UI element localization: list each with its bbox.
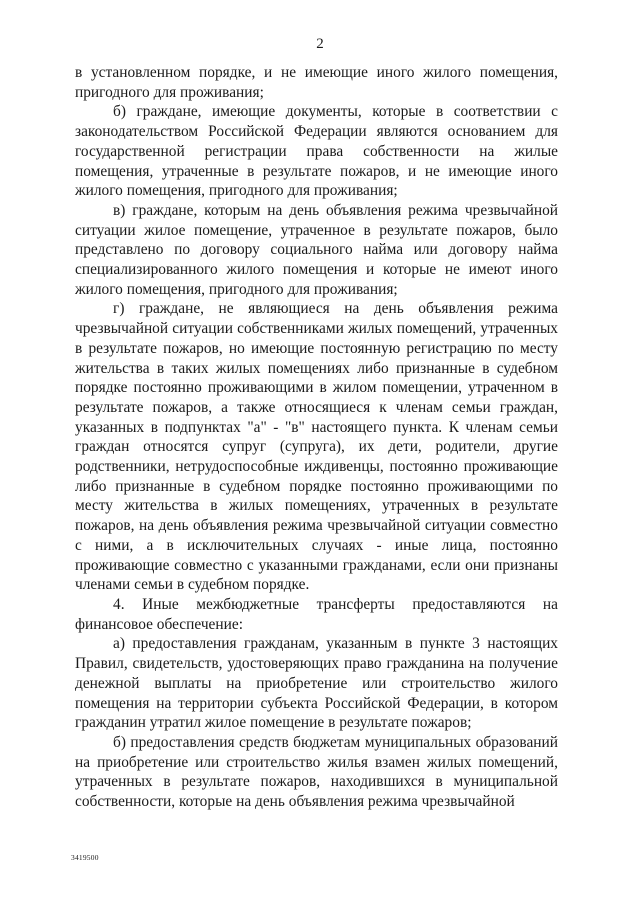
paragraph-item-v: в) граждане, которым на день объявления режима чрезвычайной ситуации жилое помещение, утраченное в результате пожаров, было представлено по договору социального найма или договору найма специализированного жилого помещения и которые не имеют иного жилого помещения, пригодного для проживания;	[75, 201, 558, 298]
paragraph-section-4: 4. Иные межбюджетные трансферты предоставляются на финансовое обеспечение:	[75, 595, 558, 633]
paragraph-continuation: в установленном порядке, и не имеющие иного жилого помещения, пригодного для проживания;	[75, 64, 558, 101]
page-number: 2	[316, 36, 324, 52]
paragraph-item-b-2: б) предоставления средств бюджетам муниципальных образований на приобретение или строительство жилья взамен жилых помещений, утраченных в результате пожаров, находившихся в муниципальной собственности, которые на день объявления режима чрезвычайной	[75, 733, 558, 811]
document-code: 3419500	[71, 853, 99, 862]
paragraph-item-b: б) граждане, имеющие документы, которые в соответствии с законодательством Российской Федерации являются основанием для государственной регистрации права собственности на жилые помещения, утраченные в результате пожаров, и не имеющие иного жилого помещения, пригодного для проживания;	[75, 103, 558, 200]
document-body	[75, 63, 558, 812]
paragraph-item-a: а) предоставления гражданам, указанным в пункте 3 настоящих Правил, свидетельств, удостоверяющих право гражданина на получение денежной выплаты на приобретение или строительство жилого помещения на территории субъекта Российской Федерации, в котором гражданин утратил жилое помещение в результате пожаров;	[75, 635, 558, 732]
paragraph-item-g: г) граждане, не являющиеся на день объявления режима чрезвычайной ситуации собственниками жилых помещений, утраченных в результате пожаров, но имеющие постоянную регистрацию по месту жительства в таких жилых помещениях либо признанные в судебном порядке постоянно проживающими в жилом помещении, утраченном в результате пожаров, а также относящиеся к членам семьи граждан, указанных в подпунктах "а" - "в" настоящего пункта. К членам семьи граждан относятся супруг (супруга), их дети, родители, другие родственники, нетрудоспособные иждивенцы, постоянно проживающие либо признанные в судебном порядке постоянно проживающими по месту жительства в жилых помещениях, утраченных в результате пожаров, на день объявления режима чрезвычайной ситуации совместно с ними, а в исключительных случаях - иные лица, постоянно проживающие совместно с указанными гражданами, если они признаны членами семьи в судебном порядке.	[75, 300, 558, 594]
